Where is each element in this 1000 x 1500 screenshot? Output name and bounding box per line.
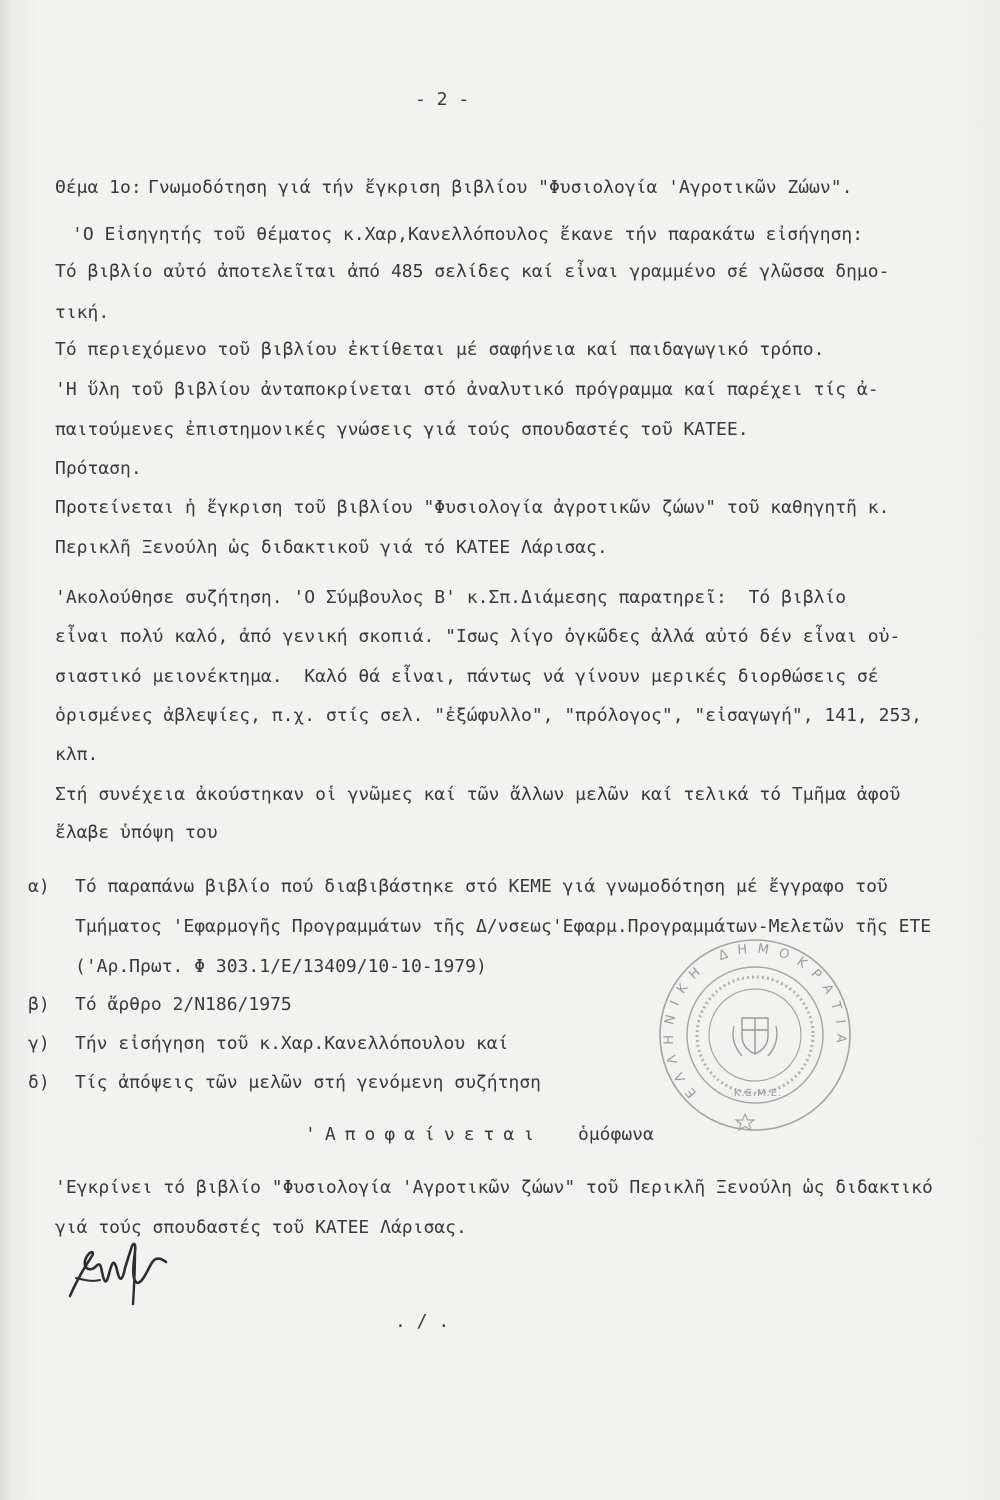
list-item: Τήν εἰσήγηση τοῦ κ.Χαρ.Κανελλόπουλου καί	[75, 1033, 509, 1054]
list-marker: γ)	[28, 1033, 50, 1054]
report-line: Στή συνέχεια ἀκούστηκαν οἱ γνῶμες καί τῶν ἄλλων μελῶν καί τελικά τό Τμῆμα ἀφοῦ	[55, 784, 901, 805]
continuation-mark: . / .	[395, 1311, 450, 1332]
list-marker: α)	[28, 876, 50, 897]
report-line: Τό βιβλίο αὐτό ἀποτελεῖται ἀπό 485 σελίδες καί εἶναι γραμμένο σέ γλῶσσα δημο-	[55, 261, 890, 282]
coat-of-arms-icon	[733, 1018, 777, 1056]
report-line: 'Η ὕλη τοῦ βιβλίου ἀνταποκρίνεται στό ἀναλυτικό πρόγραμμα καί παρέχει τίς ἀ-	[55, 379, 879, 400]
list-item: ('Αρ.Πρωτ. Φ 303.1/Ε/13409/10-10-1979)	[75, 956, 487, 977]
subject-title: Γνωμοδότηση γιά τήν ἔγκριση βιβλίου "Φυσιολογία 'Αγροτικῶν Ζώων".	[148, 177, 853, 198]
report-line: Τό περιεχόμενο τοῦ βιβλίου ἐκτίθεται μέ σαφήνεια καί παιδαγωγικό τρόπο.	[55, 339, 825, 360]
list-item: Τό παραπάνω βιβλίο πού διαβιβάστηκε στό ΚΕΜΕ γιά γνωμοδότηση μέ ἔγγραφο τοῦ	[75, 876, 888, 897]
list-marker: β)	[28, 994, 50, 1015]
seal-bottom-text: Κ.Ε.Μ.Ε.	[733, 1088, 783, 1099]
list-item: Τό ἄρθρο 2/Ν186/1975	[75, 994, 292, 1015]
list-item: Τμήματος 'Εφαρμογῆς Προγραμμάτων τῆς Δ/νσεως'Εφαρμ.Προγραμμάτων-Μελετῶν τῆς ΕΤΕ	[75, 916, 932, 937]
resolution-line: γιά τούς σπουδαστές τοῦ ΚΑΤΕΕ Λάρισας.	[55, 1217, 467, 1238]
subject-label: Θέμα 1ο:	[55, 177, 142, 198]
star-icon	[736, 1114, 754, 1130]
report-line: κλπ.	[55, 744, 99, 765]
report-line: παιτούμενες ἐπιστημονικές γνώσεις γιά τούς σπουδαστές τοῦ ΚΑΤΕΕ.	[55, 419, 749, 440]
list-item: Τίς ἀπόψεις τῶν μελῶν στή γενόμενη συζήτηση	[75, 1072, 541, 1093]
report-line: 'Ο Εἰσηγητής τοῦ θέματος κ.Χαρ,Κανελλόπουλος ἔκανε τήν παρακάτω εἰσήγηση:	[72, 224, 864, 245]
resolution-line: 'Εγκρίνει τό βιβλίο "Φυσιολογία 'Αγροτικῶν ζώων" τοῦ Περικλῆ Ξενούλη ὡς διδακτικό	[55, 1177, 933, 1198]
report-line: 'Ακολούθησε συζήτηση. 'Ο Σύμβουλος Β' κ.Σπ.Διάμεσης παρατηρεῖ: Τό βιβλίο	[55, 587, 847, 608]
report-line: ὁρισμένες ἀβλεψίες, π.χ. στίς σελ. "ἐξώφυλλο", "πρόλογος", "εἰσαγωγή", 141, 253,	[55, 705, 922, 726]
official-seal	[650, 930, 860, 1140]
report-line: εἶναι πολύ καλό, ἀπό γενική σκοπιά. "Ισως λίγο ὀγκῶδες ἀλλά αὐτό δέν εἶναι οὐ-	[55, 626, 901, 647]
decision-verb: 'Αποφαίνεται	[305, 1124, 544, 1145]
report-line: Προτείνεται ἡ ἔγκριση τοῦ βιβλίου "Φυσιολογία ἀγροτικῶν ζώων" τοῦ καθηγητῆ κ.	[55, 497, 890, 518]
report-line: Περικλῆ Ξενούλη ὡς διδακτικοῦ γιά τό ΚΑΤΕΕ Λάρισας.	[55, 537, 608, 558]
signature	[62, 1238, 177, 1310]
report-line: ἔλαβε ὑπόψη του	[55, 822, 218, 843]
page-number: - 2 -	[415, 89, 470, 110]
proposal-heading: Πρόταση.	[55, 458, 142, 479]
list-marker: δ)	[28, 1072, 50, 1093]
report-line: τική.	[55, 302, 110, 323]
decision-manner: ὁμόφωνα	[578, 1124, 654, 1145]
seal-ring-textpath: ΕΛΛΗΝΙΚΗ ΔΗΜΟΚΡΑΤΙΑ	[661, 941, 849, 1101]
report-line: σιαστικό μειονέκτημα. Καλό θά εἶναι, πάντως νά γίνουν μερικές διορθώσεις σέ	[55, 666, 879, 687]
